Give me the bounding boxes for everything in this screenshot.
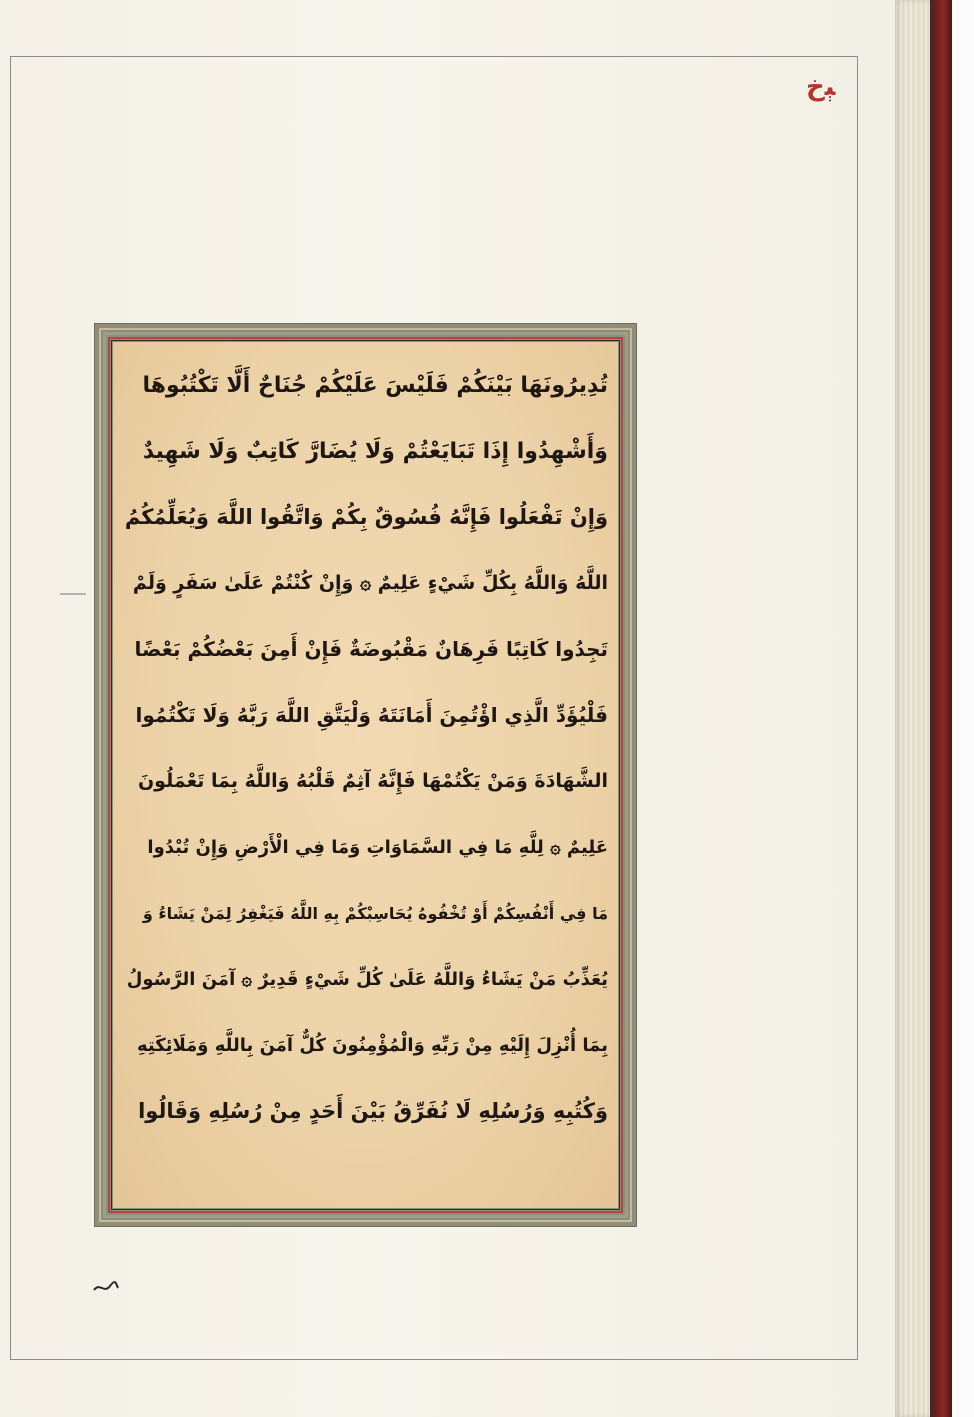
text-line: تُدِيرُونَهَا بَيْنَكُمْ فَلَيْسَ عَلَيْكُمْ جُنَاحٌ أَلَّا تَكْتُبُوهَا	[142, 372, 608, 398]
text-line: اللَّهُ وَاللَّهُ بِكُلِّ شَيْءٍ عَلِيمٌ ۞ وَإِنْ كُنْتُمْ عَلَىٰ سَفَرٍ وَلَمْ	[132, 572, 608, 594]
text-line: تَجِدُوا كَاتِبًا فَرِهَانٌ مَقْبُوضَةٌ فَإِنْ أَمِنَ بَعْضُكُمْ بَعْضًا	[134, 637, 608, 661]
text-line: وَكُتُبِهِ وَرُسُلِهِ لَا نُفَرِّقُ بَيْنَ أَحَدٍ مِنْ رُسُلِهِ وَقَالُوا	[138, 1099, 608, 1123]
text-lines	[123, 352, 608, 1198]
folio-number: ﭕخ	[806, 72, 836, 102]
text-line: عَلِيمٌ ۞ لِلَّهِ مَا فِي السَّمَاوَاتِ وَمَا فِي الْأَرْضِ وَإِنْ تُبْدُوا	[147, 836, 608, 858]
book-cover-edge	[930, 0, 952, 1417]
text-line: بِمَا أُنْزِلَ إِلَيْهِ مِنْ رَبِّهِ وَالْمُؤْمِنُونَ كُلٌّ آمَنَ بِاللَّهِ وَمَلَائِكَتِهِ	[137, 1034, 608, 1056]
page-edges	[895, 0, 935, 1417]
text-line: الشَّهَادَةَ وَمَنْ يَكْتُمْهَا فَإِنَّهُ آثِمٌ قَلْبُهُ وَاللَّهُ بِمَا تَعْمَلُونَ	[137, 770, 608, 792]
text-line: يُعَذِّبُ مَنْ يَشَاءُ وَاللَّهُ عَلَىٰ كُلِّ شَيْءٍ قَدِيرٌ ۞ آمَنَ الرَّسُولُ	[126, 968, 608, 990]
text-line: فَلْيُؤَدِّ الَّذِي اؤْتُمِنَ أَمَانَتَهُ وَلْيَتَّقِ اللَّهَ رَبَّهُ وَلَا تَكْتُمُوا	[135, 703, 608, 727]
text-line: وَإِنْ تَفْعَلُوا فَإِنَّهُ فُسُوقٌ بِكُمْ وَاتَّقُوا اللَّهَ وَيُعَلِّمُكُمُ	[124, 505, 608, 529]
marginal-scrawl	[92, 1272, 120, 1296]
illuminated-text-panel	[95, 324, 636, 1226]
pencil-mark	[60, 593, 86, 595]
text-line: وَأَشْهِدُوا إِذَا تَبَايَعْتُمْ وَلَا يُضَارَّ كَاتِبٌ وَلَا شَهِيدٌ	[142, 438, 608, 464]
text-line: مَا فِي أَنْفُسِكُمْ أَوْ تُخْفُوهُ يُحَاسِبْكُمْ بِهِ اللَّهُ فَيَغْفِرُ لِمَنْ يَشَاءُ وَ	[142, 903, 608, 923]
text-block	[113, 342, 618, 1208]
